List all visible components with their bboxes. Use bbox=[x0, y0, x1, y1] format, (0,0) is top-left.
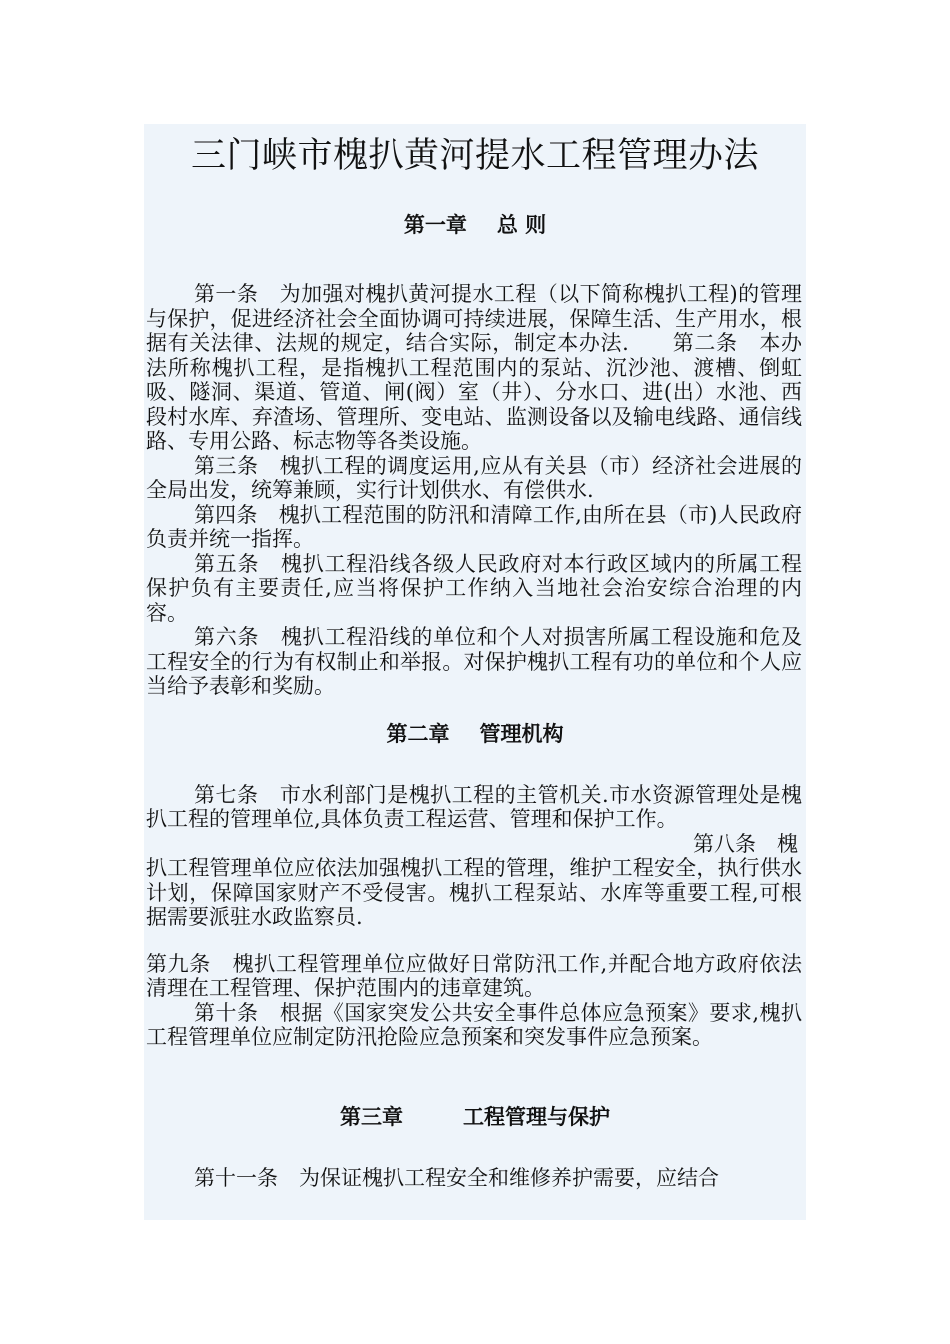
article-9: 第九条 槐扒工程管理单位应做好日常防汛工作,并配合地方政府依法清理在工程管理、保护范围内的违章建筑。 bbox=[146, 951, 802, 1000]
chapter-heading-3 bbox=[144, 1104, 806, 1130]
chapter-number: 第二章 bbox=[386, 720, 450, 746]
chapter-name: 总 则 bbox=[496, 212, 547, 237]
article-8 bbox=[144, 832, 806, 930]
chapter-heading-2 bbox=[144, 721, 806, 747]
chapter-number: 第一章 bbox=[403, 212, 467, 237]
chapter-2-body bbox=[144, 783, 806, 1050]
chapter-3-body bbox=[144, 1166, 806, 1191]
document-title: 三门峡市槐扒黄河提水工程管理办法 bbox=[190, 136, 759, 176]
article-1-2: 第一条 为加强对槐扒黄河提水工程（以下简称槐扒工程)的管理与保护，促进经济社会全面协调可持续进展，保障生活、生产用水，根据有关法律、法规的规定，结合实际，制定本办法. 第二条 本办法所称槐扒工程，是指槐扒工程范围内的泵站、沉沙池、渡槽、倒虹吸、隧洞、渠道、管道、闸(阀）室（井）、分水口、进(出）水池、西段村水库、弃渣场、管理所、变电站、监测设备以及输电线路、通信线路、专用公路、标志物等各类设施。 bbox=[146, 282, 802, 453]
article-6: 第六条 槐扒工程沿线的单位和个人对损害所属工程设施和危及工程安全的行为有权制止和举报。对保护槐扒工程有功的单位和个人应当给予表彰和奖励。 bbox=[146, 625, 802, 698]
chapter-number: 第三章 bbox=[340, 1103, 403, 1129]
article-8-body: 扒工程管理单位应依法加强槐扒工程的管理，维护工程安全，执行供水计划，保障国家财产不受侵害。槐扒工程泵站、水库等重要工程,可根据需要派驻水政监察员. bbox=[146, 856, 802, 929]
article-10: 第十条 根据《国家突发公共安全事件总体应急预案》要求,槐扒工程管理单位应制定防汛抢险应急预案和突发事件应急预案。 bbox=[146, 1000, 802, 1049]
chapter-name: 管理机构 bbox=[479, 720, 564, 746]
article-7: 第七条 市水利部门是槐扒工程的主管机关.市水资源管理处是槐扒工程的管理单位,具体负责工程运营、管理和保护工作。 bbox=[146, 782, 802, 831]
article-5: 第五条 槐扒工程沿线各级人民政府对本行政区域内的所属工程保护负有主要责任,应当将保护工作纳入当地社会治安综合治理的内容。 bbox=[146, 551, 802, 625]
chapter-1-body bbox=[144, 282, 806, 699]
chapter-heading-1 bbox=[144, 212, 806, 238]
document-page bbox=[144, 124, 806, 1220]
article-3: 第三条 槐扒工程的调度运用,应从有关县（市）经济社会进展的全局出发，统筹兼顾，实行计划供水、有偿供水. bbox=[146, 453, 802, 502]
article-8-head: 第八条 槐 bbox=[693, 831, 798, 856]
chapter-name: 工程管理与保护 bbox=[463, 1103, 610, 1129]
article-4: 第四条 槐扒工程范围的防汛和清障工作,由所在县（市)人民政府负责并统一指挥。 bbox=[146, 502, 802, 551]
article-11: 第十一条 为保证槐扒工程安全和维修养护需要，应结合 bbox=[194, 1165, 719, 1190]
